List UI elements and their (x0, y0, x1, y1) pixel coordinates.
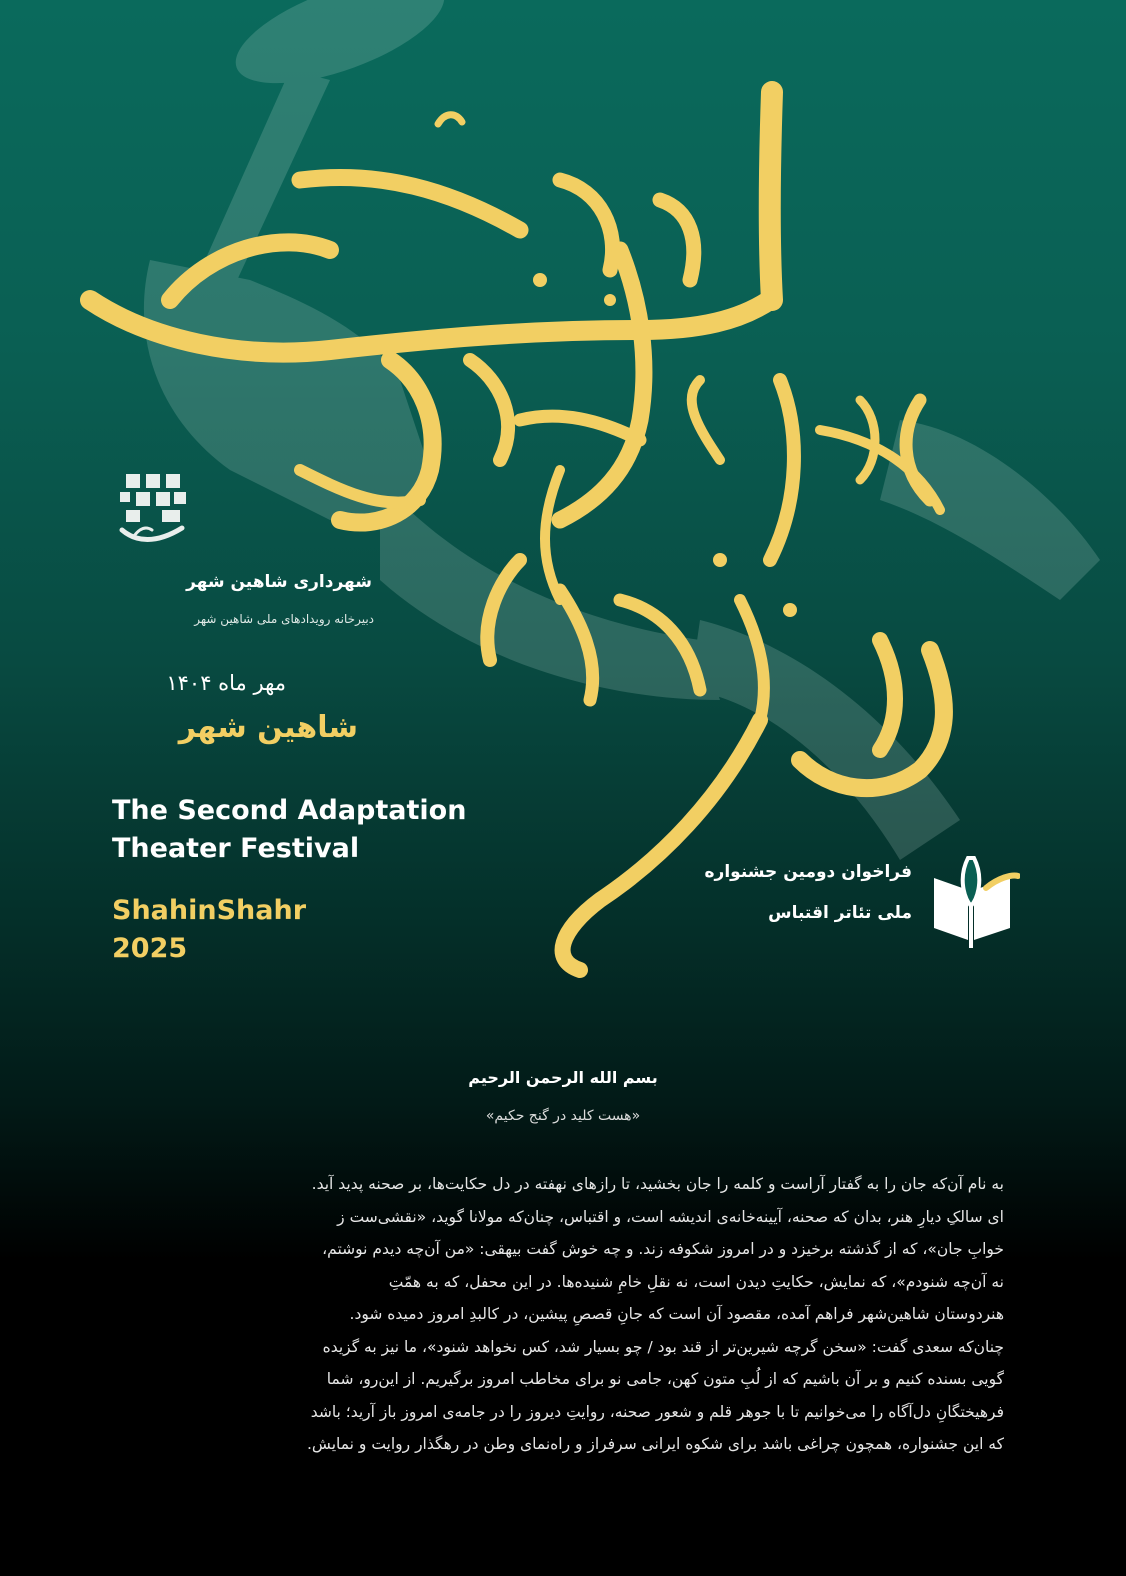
intro-line: هنردوستان شاهین‌شهر فراهم آمده، مقصود آن است که جانِ قصصِ پیشین، در کالبدِ امروز دمیده شود. (349, 1305, 1004, 1323)
call-line: ملی تئاتر اقتباس (768, 903, 912, 923)
intro-line: که این جشنواره، همچون چراغی باشد برای شکوه ایرانی سرفراز و راه‌نمای وطن در رهگذار روایت و نمایش. (307, 1435, 1004, 1453)
year-en-text: 2025 (112, 933, 188, 964)
intro-line: نه آن‌چه شنودم»، که نمایش، حکایتِ دیدن است، نه نقلِ خامِ شنیده‌ها. در این محفل، که به همّتِ (388, 1272, 1004, 1291)
opening-quote: «هست کلید در گنج حکیم» (485, 1108, 641, 1124)
call-for-entries (705, 852, 912, 934)
intro-text (118, 1168, 1004, 1461)
intro-line: ای سالکِ دیارِ هنر، بدان که صحنه، آیینه‌خانه‌ی اندیشه است، و اقتباس، چنان‌که مولانا گوید، «نقشی‌ست ز (337, 1207, 1004, 1226)
book-pen-logo-icon (928, 848, 1020, 950)
intro-line: فرهیختگانِ دل‌آگاه را می‌خوانیم تا با جوهر قلم و شعور صحنه، روایتِ دیروز را در جامه‌ی امروز باز آرید؛ باشد (310, 1402, 1004, 1421)
intro-line: به نام آن‌که جان را به گفتار آراست و کلمه را جان بخشید، تا رازهای نهفته در دل حکایت‌ها، بر صحنه پدید آید. (311, 1175, 1004, 1193)
festival-title-en (112, 792, 466, 868)
festival-title-en-line: The Second Adaptation (112, 795, 467, 826)
intro-line: چنان‌که سعدی گفت: «سخن گرچه شیرین‌تر از قند بود / چو بسیار شد، کس نخواهد شنود»، ما نیز به گزیده (322, 1337, 1004, 1356)
intro-line: گویی بسنده کنیم و بر آن باشیم که از لُبِ متون کهن، جامی نو برای مخاطب امروز برگیریم. از این‌رو، شما (326, 1370, 1004, 1388)
festival-date: مهر ماه ۱۴۰۴ (166, 671, 286, 695)
basmala: بسم الله الرحمن الرحیم (468, 1068, 658, 1087)
shahin-shahr-logo-icon (116, 470, 192, 552)
festival-city-en (112, 892, 306, 968)
organizer-name: شهرداری شاهین شهر (186, 572, 372, 592)
festival-title-en-line: Theater Festival (112, 833, 360, 864)
organizer-subtitle: دبیرخانه رویدادهای ملی شاهین شهر (194, 612, 374, 626)
call-line: فراخوان دومین جشنواره (704, 862, 912, 882)
intro-line: خوابِ جان»، که از گذشته برخیزد و در امروز شکوفه زند. و چه خوش گفت بیهقی: «من آن‌چه دیدم نوشتم، (322, 1240, 1004, 1258)
festival-city-fa: شاهین شهر (178, 710, 358, 745)
city-en-text: ShahinShahr (112, 895, 307, 926)
